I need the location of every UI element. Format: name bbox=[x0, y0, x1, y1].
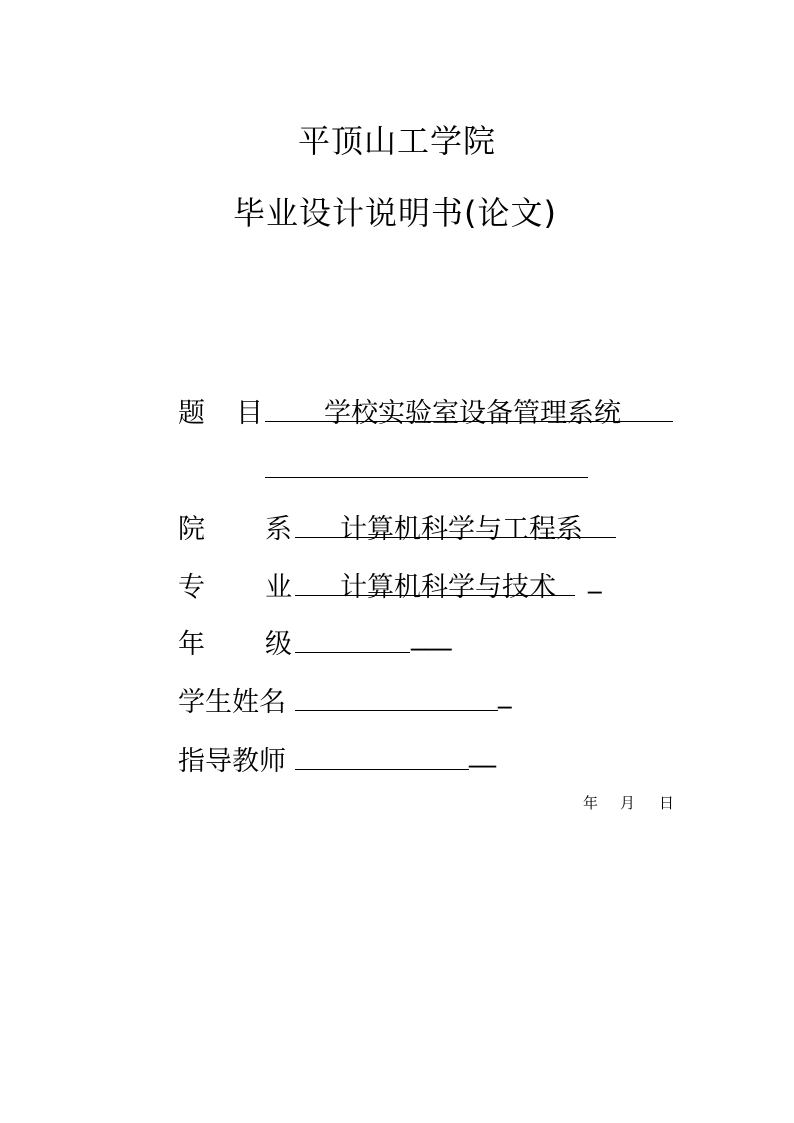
date-month-label: 月 bbox=[620, 794, 636, 812]
department-label-char-2: 系 bbox=[265, 514, 292, 545]
major-trailing-underscore: _ bbox=[588, 563, 602, 594]
major-label-char-1: 专 bbox=[178, 572, 205, 603]
topic-underline bbox=[265, 421, 673, 422]
advisor-label: 指导教师 bbox=[178, 746, 286, 777]
department-label-char-1: 院 bbox=[178, 514, 205, 545]
major-label-char-2: 业 bbox=[265, 572, 292, 603]
institution-title: 平顶山工学院 bbox=[297, 122, 496, 160]
topic-label-char-1: 题 bbox=[178, 398, 205, 429]
advisor-underline bbox=[295, 769, 469, 770]
student-name-trailing-underscore: _ bbox=[498, 678, 512, 709]
student-name-underline bbox=[295, 710, 498, 711]
document-type-title: 毕业设计说明书(论文) bbox=[233, 194, 557, 232]
grade-label-char-1: 年 bbox=[178, 629, 205, 660]
topic-label-char-2: 目 bbox=[236, 398, 263, 429]
topic-value: 学校实验室设备管理系统 bbox=[324, 398, 621, 429]
grade-label-char-2: 级 bbox=[265, 629, 292, 660]
topic-continuation-underline bbox=[265, 477, 588, 478]
grade-underline bbox=[295, 652, 410, 653]
date-day-label: 日 bbox=[659, 794, 675, 812]
department-value: 计算机科学与工程系 bbox=[340, 514, 583, 545]
grade-trailing-underscores: ___ bbox=[411, 620, 452, 651]
student-name-label: 学生姓名 bbox=[178, 687, 286, 718]
department-underline bbox=[295, 537, 616, 538]
date-year-label: 年 bbox=[583, 794, 599, 812]
advisor-trailing-underscores: __ bbox=[469, 737, 496, 768]
major-value: 计算机科学与技术 bbox=[340, 572, 556, 603]
major-underline bbox=[295, 595, 575, 596]
